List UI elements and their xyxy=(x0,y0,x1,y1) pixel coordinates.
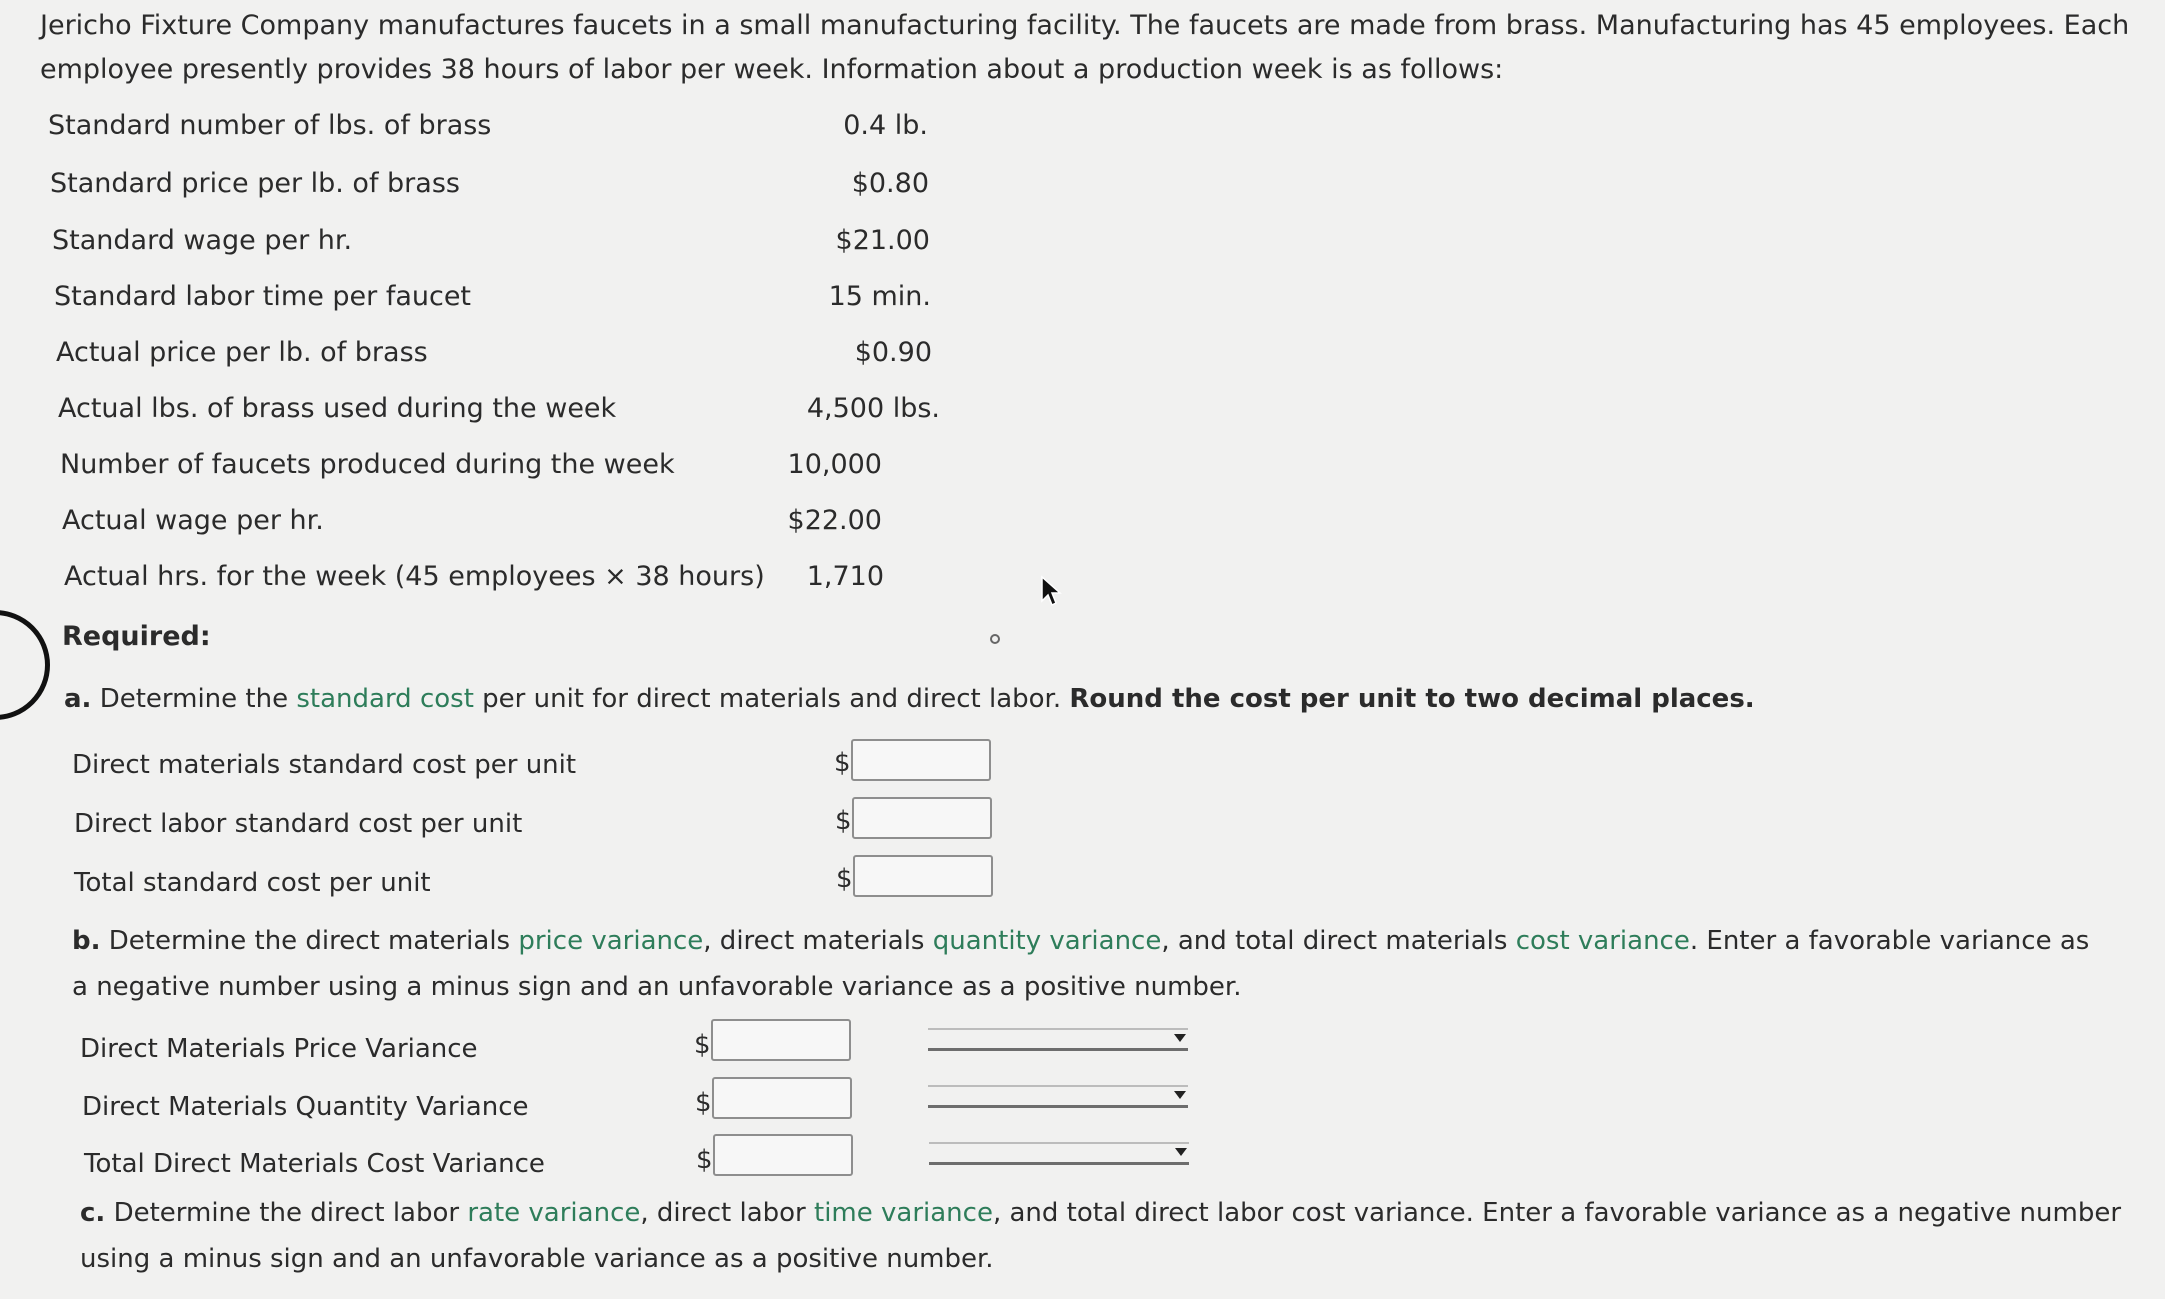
info-label: Actual wage per hr. xyxy=(62,505,324,536)
field-label: Total Direct Materials Cost Variance xyxy=(84,1149,545,1179)
info-value: $22.00 xyxy=(787,505,882,536)
dm-price-variance-input[interactable] xyxy=(711,1019,851,1061)
glossary-link[interactable]: rate variance xyxy=(467,1198,641,1228)
info-label: Actual hrs. for the week (45 employees × 38 hours) xyxy=(64,561,765,592)
field-label: Direct Materials Price Variance xyxy=(80,1034,478,1064)
question-letter: b. xyxy=(72,926,101,956)
dm-total-variance-input[interactable] xyxy=(713,1134,853,1176)
info-label: Actual lbs. of brass used during the week xyxy=(58,393,617,424)
info-value: 10,000 xyxy=(787,449,882,480)
select-line xyxy=(929,1142,1189,1144)
select-line xyxy=(928,1028,1188,1030)
question-b xyxy=(72,918,2092,1010)
currency-symbol: $ xyxy=(695,1088,712,1118)
glossary-link[interactable]: quantity variance xyxy=(932,926,1162,956)
question-text: , direct materials xyxy=(703,926,925,956)
question-a xyxy=(64,676,2114,722)
info-value: 0.4 lb. xyxy=(843,110,928,141)
glossary-link[interactable]: time variance xyxy=(814,1198,993,1228)
question-text: . Enter a favorable variance as a negative number using a minus sign and an unfavorable variance as a positive number. xyxy=(72,926,2090,1002)
field-label: Direct materials standard cost per unit xyxy=(72,750,577,780)
field-label: Direct labor standard cost per unit xyxy=(74,809,523,839)
info-label: Standard labor time per faucet xyxy=(54,281,472,312)
question-instruction: Round the cost per unit to two decimal places. xyxy=(1069,684,1755,714)
question-text: per unit for direct materials and direct labor. xyxy=(482,684,1062,714)
question-text: , and total direct labor cost variance. Enter a favorable variance as a negative number using a minus sign and an unfavorable variance as a positive number. xyxy=(80,1198,2122,1274)
info-value: $0.90 xyxy=(854,337,932,368)
info-label: Standard wage per hr. xyxy=(52,225,353,256)
mouse-cursor-icon xyxy=(1040,575,1064,609)
glossary-link[interactable]: standard cost xyxy=(296,684,474,714)
question-text: , direct labor xyxy=(640,1198,806,1228)
problem-intro: Jericho Fixture Company manufactures faucets in a small manufacturing facility. The faucets are made from brass. Manufacturing has 45 employees. Each employee presently provides 38 hours of labor per week. Information about a production week is as follows: xyxy=(40,10,2130,85)
chevron-down-icon xyxy=(1175,1148,1187,1156)
info-value: 4,500 lbs. xyxy=(806,393,940,424)
required-heading: Required: xyxy=(62,621,211,652)
side-tab-arc[interactable] xyxy=(0,610,50,720)
info-label: Actual price per lb. of brass xyxy=(56,337,428,368)
question-text: Determine the direct labor xyxy=(113,1198,460,1228)
glossary-link[interactable]: cost variance xyxy=(1515,926,1690,956)
dm-quantity-variance-input[interactable] xyxy=(712,1077,852,1119)
dl-standard-cost-input[interactable] xyxy=(852,797,992,839)
info-value: $0.80 xyxy=(851,168,929,199)
chevron-down-icon xyxy=(1174,1091,1186,1099)
info-value: 1,710 xyxy=(806,561,884,592)
dm-total-variance-select[interactable] xyxy=(929,1139,1189,1165)
glossary-link[interactable]: price variance xyxy=(518,926,704,956)
info-label: Standard number of lbs. of brass xyxy=(48,110,492,141)
total-standard-cost-input[interactable] xyxy=(853,855,993,897)
question-text: Determine the direct materials xyxy=(108,926,511,956)
dm-quantity-variance-select[interactable] xyxy=(928,1082,1188,1108)
dm-price-variance-select[interactable] xyxy=(928,1025,1188,1051)
currency-symbol: $ xyxy=(696,1145,713,1175)
dm-standard-cost-input[interactable] xyxy=(851,739,991,781)
info-value: 15 min. xyxy=(828,281,931,312)
currency-symbol: $ xyxy=(694,1030,711,1060)
field-label: Total standard cost per unit xyxy=(74,868,431,898)
question-text: , and total direct materials xyxy=(1161,926,1508,956)
info-value: $21.00 xyxy=(835,225,930,256)
info-label: Standard price per lb. of brass xyxy=(50,168,460,199)
select-line xyxy=(928,1085,1188,1087)
question-letter: c. xyxy=(80,1198,106,1228)
info-label: Number of faucets produced during the week xyxy=(60,449,675,480)
currency-symbol: $ xyxy=(835,806,852,836)
question-text: Determine the xyxy=(99,684,289,714)
currency-symbol: $ xyxy=(836,864,853,894)
field-label: Direct Materials Quantity Variance xyxy=(82,1092,529,1122)
currency-symbol: $ xyxy=(834,748,851,778)
question-letter: a. xyxy=(64,684,92,714)
chevron-down-icon xyxy=(1174,1034,1186,1042)
question-c xyxy=(80,1190,2150,1282)
stray-dot xyxy=(990,634,1000,644)
